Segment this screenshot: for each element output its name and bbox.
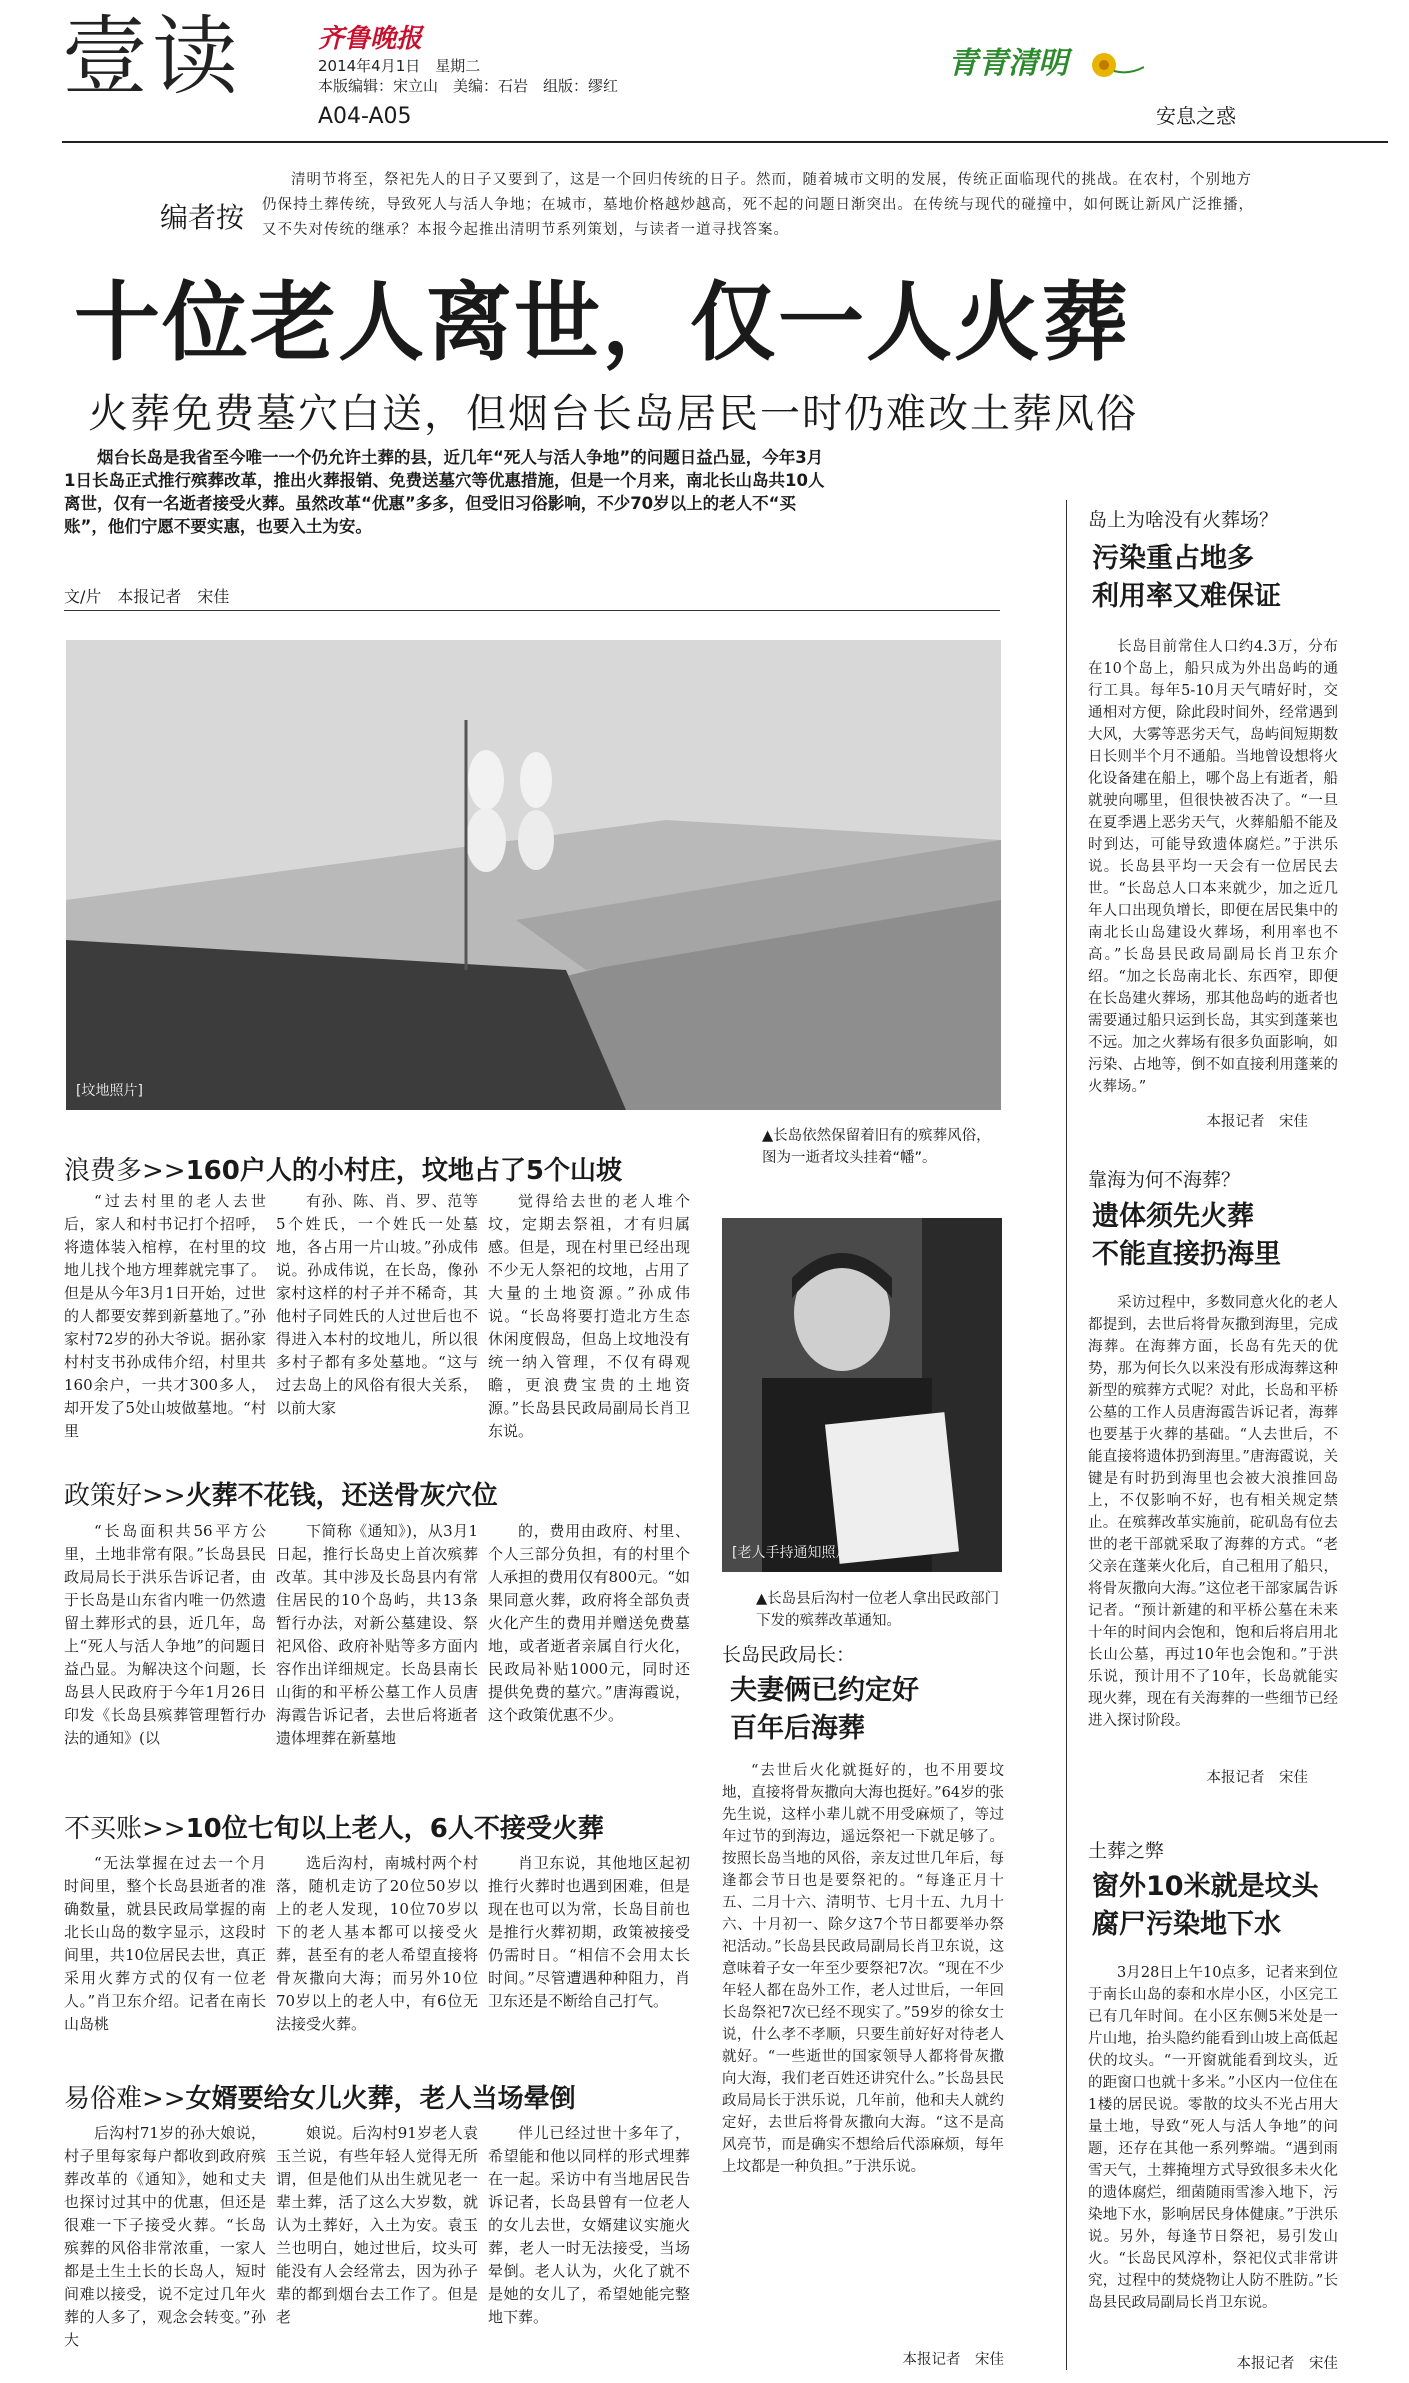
section-title: 壹读: [62, 7, 242, 107]
editor-note-text: 清明节将至，祭祀先人的日子又要到了，这是一个回归传统的日子。然而，随着城市文明的发展，传统正面临现代的挑战。在农村，个别地方仍保持土葬传统，导致死人与活人争地；在城市，墓地价格越炒越高，死不起的问题日渐突出。在传统与现代的碰撞中，如何既让新风广泛推播，又不失对传统的继承？本报今起推出清明节系列策划，与读者一道寻找答案。: [262, 172, 1254, 238]
sidebar-2-kicker: 靠海为何不海葬？: [1088, 1169, 1241, 1191]
sidebar-1-title-line-1: 污染重占地多: [1092, 543, 1254, 574]
elderly-woman-illustration: [722, 1218, 1002, 1572]
middle-story-body: “去世后火化就挺好的，也不用要坟地，直接将骨灰撒向大海也挺好。”64岁的张先生说，这样小辈儿就不用受麻烦了，等过年过节的到海边，遥远祭祀一下就足够了。按照长岛当地的风俗，亲友过世几年后，每逢都会节日也是要祭祀的。“每逢正月十五、二月十六、清明节、七月十五、九月十六、十月初一、除夕这7个节日都要举办祭祀活动。”长岛县民政局副局长肖卫东说，这意味着子女一年至少要祭祀7次。“现在不少年轻人都在岛外工作，老人过世后，一年回长岛祭祀7次已经不现实了。”59岁的徐女士说，什么孝不孝顺，只要生前好好对待老人就好。“一些逝世的国家领导人都将骨灰撒向大海，我们老百姓还讲究什么。”长岛县民政局局长于洪乐说，几年前，他和夫人就约定好，去世后将骨灰撒向大海。“这不是高风亮节，而是确实不想给后代添麻烦，每年上坟都是一种负担。”于洪乐说。: [722, 1763, 1004, 2175]
main-photo: [66, 640, 1001, 1110]
series-logo: [948, 38, 1144, 85]
sidebar-2-title-line-1: 遗体须先火葬: [1092, 1201, 1254, 1232]
subheadline: 火葬免费墓穴白送，但烟台长岛居民一时仍难改土葬风俗: [88, 391, 1138, 437]
header-rule: [62, 141, 1388, 143]
section-2-kicker: 政策好>>: [64, 1481, 186, 1511]
sidebar-1-body: 长岛目前常住人口约4.3万，分布在10个岛上，船只成为外出岛屿的通行工具。每年5-10月天气晴好时，交通相对方便，除此段时间外，经常遇到大风，大雾等恶劣天气，岛屿间短期数日长则半个月不通船。当地曾设想将火化设备建在船上，哪个岛上有逝者，船就驶向哪里，但很快被否决了。“一旦在夏季遇上恶劣天气，火葬船船不能及时到达，可能导致遗体腐烂。”于洪乐说。长岛县平均一天会有一位居民去世。“长岛总人口本来就少，加之近几年人口出现负增长，即便在居民集中的南北长山岛建设火葬场，利用率也不高。”长岛县民政局副局长肖卫东介绍。“加之长岛南北长、东西窄，即便在长岛建火葬场，那其他岛屿的逝者也需要通过船只运到长岛，其实到蓬莱也不远。加之火葬场有很多负面影响，如污染、占地等，倒不如直接利用蓬莱的火葬场。”: [1088, 639, 1338, 1095]
section-2-title: 火葬不花钱，还送骨灰穴位: [185, 1481, 498, 1511]
sidebar-2-sign: 本报记者 宋佳: [1206, 1770, 1308, 1786]
portrait-photo: [722, 1218, 1002, 1572]
section-1-title: 160户人的小村庄，坟地占了5个山坡: [185, 1156, 622, 1186]
section-4-col-2: 娘说。后沟村91岁老人袁玉兰说，有些年轻人觉得无所谓，但是他们从出生就见老一辈土葬，活了这么大岁数，就认为土葬好，入土为安。袁玉兰也明白，她过世后，坟头可能没有人会经常去，因为孙子辈的都到烟台去工作了。但是老: [276, 2124, 478, 2326]
sidebar-2-title-line-2: 不能直接扔海里: [1092, 1239, 1281, 1270]
series-subtitle: 安息之惑: [1156, 104, 1236, 128]
chrysanthemum-icon: [1084, 45, 1144, 85]
series-title: 青青清明: [948, 46, 1068, 81]
section-3-col-3: 肖卫东说，其他地区起初推行火葬时也遇到困难，但是现在也可以为常，长岛目前也是推行火葬初期，政策被接受仍需时日。“相信不会用太长时间。”尽管遭遇种种阻力，肖卫东还是不断给自己打气。: [488, 1854, 690, 2010]
section-4-title: 女婿要给女儿火葬，老人当场晕倒: [185, 2084, 576, 2114]
section-2-heading: [64, 1475, 498, 1512]
section-2-col-3: 的，费用由政府、村里、个人三部分负担，有的村里个人承担的费用仅有800元。“如果同意火葬，政府将全部负责火化产生的费用并赠送免费墓地，或者逝者亲属自行火化，民政局补贴1000元，同时还提供免费的墓穴。”唐海霞说，这个政策优惠不少。: [488, 1522, 690, 1724]
issue-date: 2014年4月1日 星期二: [318, 57, 481, 75]
sidebar-1-sign: 本报记者 宋佳: [1206, 1114, 1308, 1130]
issue-meta: [318, 56, 618, 96]
section-4-kicker: 易俗难>>: [64, 2084, 186, 2114]
graveyard-illustration: [66, 640, 1001, 1110]
middle-story-kicker: 长岛民政局长：: [722, 1644, 856, 1666]
sidebar-3-title: [1092, 1868, 1319, 1944]
editor-note-label: 编者按: [160, 201, 245, 234]
sidebar-1-title-line-2: 利用率又难保证: [1092, 581, 1281, 612]
sidebar-1-title: [1092, 540, 1281, 616]
main-photo-caption: ▲长岛依然保留着旧有的殡葬风俗，图为一逝者坟头挂着“幡”。: [762, 1128, 991, 1166]
portrait-photo-caption: ▲长岛县后沟村一位老人拿出民政部门下发的殡葬改革通知。: [756, 1591, 1000, 1629]
sidebar-3-kicker: 土葬之弊: [1088, 1840, 1165, 1862]
portrait-photo-label: [老人手持通知照片]: [732, 1545, 855, 1561]
staff-credits: 本版编辑：宋立山 美编：石岩 组版：缪红: [318, 77, 619, 95]
section-4-col-3: 伴儿已经过世十多年了，希望能和他以同样的形式埋葬在一起。采访中有当地居民告诉记者，长岛县曾有一位老人的女儿去世，女婿建议实施火葬，老人一时无法接受，当场晕倒。老人认为，火化了就不是她的女儿了，希望她能完整地下葬。: [488, 2124, 690, 2326]
section-2-col-2: 下简称《通知》)，从3月1日起，推行长岛史上首次殡葬改革。其中涉及长岛县内有常住居民的10个岛屿，共13条暂行办法，对新公墓建设、祭祀风俗、政府补贴等多方面内容作出详细规定。长岛县南长山街的和平桥公墓工作人员唐海霞告诉记者，去世后将逝者遗体埋葬在新墓地: [276, 1522, 478, 1747]
section-1-heading: [64, 1150, 622, 1187]
section-1-col-3: 觉得给去世的老人堆个坟，定期去祭祖，才有归属感。但是，现在村里已经出现不少无人祭祀的坟地，占用了大量的土地资源。”孙成伟说。“长岛将要打造北方生态休闲度假岛，但岛上坟地没有统一纳入管理，不仅有碍观瞻，更浪费宝贵的土地资源。”长岛县民政局副局长肖卫东说。: [488, 1192, 690, 1440]
section-1-col-1: “过去村里的老人去世后，家人和村书记打个招呼，将遗体装入棺椁，在村里的坟地儿找个地方埋葬就完事了。但是从今年3月1日开始，过世的人都要安葬到新墓地了。”孙家村72岁的孙大爷说。据孙家村村支书孙成伟介绍，村里共160余户，一共才300多人，却开发了5处山坡做墓地。“村里: [64, 1192, 266, 1440]
section-3-col-2: 选后沟村，南城村两个村落，随机走访了20位50岁以上的老人发现，10位70岁以下的老人基本都可以接受火葬，甚至有的老人希望直接将骨灰撒向大海；而另外10位70岁以上的老人中，有6位无法接受火葬。: [276, 1854, 478, 2033]
sidebar-3-title-line-1: 窗外10米就是坟头: [1092, 1871, 1319, 1902]
main-photo-label: [坟地照片]: [76, 1083, 143, 1099]
masthead-logo: 齐鲁晚报: [318, 24, 423, 54]
section-3-col-1: “无法掌握在过去一个月时间里，整个长岛县逝者的准确数量，就县民政局掌握的南北长山岛的数字显示，这段时间里，共10位居民去世，真正采用火葬方式的仅有一位老人。”肖卫东介绍。记者在南长山岛桃: [64, 1854, 266, 2033]
sidebar-rule: [1066, 500, 1067, 2370]
headline: 十位老人离世，仅一人火葬: [74, 273, 1130, 373]
sidebar-2-body: 采访过程中，多数同意火化的老人都提到，去世后将骨灰撒到海里，完成海葬。在海葬方面，长岛有先天的优势，那为何长久以来没有形成海葬这种新型的殡葬方式呢？对此，长岛和平桥公墓的工作人员唐海霞告诉记者，海葬也要基于火葬的基础。“人去世后，不能直接将遗体扔到海里。”唐海霞说，关键是有时扔到海里也会被大浪推回岛上，不仅影响不好，也有相关规定禁止。在殡葬改革实施前，砣矶岛有位去世的老干部就采取了海葬的方式。“老父亲在蓬莱火化后，自己租用了船只，将骨灰撒向大海。”这位老干部家属告诉记者。“预计新建的和平桥公墓在未来十年的时间内会饱和，饱和后将启用北长山公墓，再过10年也会饱和。”于洪乐说，预计用不了10年，长岛就能实现火葬，现在有关海葬的一些细节已经进入探讨阶段。: [1088, 1295, 1338, 1729]
section-1-kicker: 浪费多>>: [64, 1156, 186, 1186]
page-numbers: A04-A05: [318, 104, 412, 129]
section-1-col-2: 有孙、陈、肖、罗、范等5个姓氏，一个姓氏一处墓地，各占用一片山坡。”孙成伟说。孙成伟说，在长岛，像孙家村这样的村子并不稀奇，其他村子同姓氏的人过世后也不得进入本村的坟地儿，所以很多村子都有多处墓地。“这与过去岛上的风俗有很大关系，以前大家: [276, 1192, 478, 1417]
middle-story-title-line-2: 百年后海葬: [730, 1713, 865, 1744]
section-3-heading: [64, 1808, 604, 1845]
section-4-heading: [64, 2078, 576, 2115]
byline-rule: [64, 610, 1000, 611]
lead-paragraph: 烟台长岛是我省至今唯一一个仍允许土葬的县，近几年“死人与活人争地”的问题日益凸显，今年3月1日长岛正式推行殡葬改革，推出火葬报销、免费送墓穴等优惠措施，但是一个月来，南北长山岛共10人离世，仅有一名逝者接受火葬。虽然改革“优惠”多多，但受旧习俗影响，不少70岁以上的老人不“买账”，他们宁愿不要实惠，也要入土为安。: [64, 448, 825, 536]
sidebar-3-sign: 本报记者 宋佳: [1236, 2356, 1338, 2372]
sidebar-2-title: [1092, 1198, 1281, 1274]
section-4-col-1: 后沟村71岁的孙大娘说，村子里每家每户都收到政府殡葬改革的《通知》，她和丈夫也探讨过其中的优惠，但还是很难一下子接受火葬。“长岛殡葬的风俗非常浓重，一家人都是土生土长的长岛人，短时间难以接受，说不定过几年火葬的人多了，观念会转变。”孙大: [64, 2124, 266, 2349]
sidebar-1-kicker: 岛上为啥没有火葬场？: [1088, 509, 1279, 531]
middle-story-title-line-1: 夫妻俩已约定好: [730, 1675, 919, 1706]
section-3-kicker: 不买账>>: [64, 1814, 186, 1844]
section-2-col-1: “长岛面积共56平方公里，土地非常有限。”长岛县民政局局长于洪乐告诉记者，由于长岛是山东省内唯一仍然遗留土葬形式的县，近几年，岛上“死人与活人争地”的问题日益凸显。为解决这个问题，长岛县人民政府于今年1月26日印发《长岛县殡葬管理暂行办法的通知》(以: [64, 1522, 266, 1747]
sidebar-3-body: 3月28日上午10点多，记者来到位于南长山岛的泰和水岸小区，小区完工已有几年时间。在小区东侧5米处是一片山地，抬头隐约能看到山坡上高低起伏的坟头。“一开窗就能看到坟头，近的距窗口也就十多米。”小区内一位住在1楼的居民说。零散的坟头不光占用大量土地，导致“死人与活人争地”的问题，还存在其他一系列弊端。“遇到雨雪天气，土葬掩埋方式导致很多未火化的遗体腐烂，细菌随雨雪渗入地下，污染地下水，影响居民身体健康。”于洪乐说。另外，每逢节日祭祀，易引发山火。“长岛民风淳朴，祭祀仪式非常讲究，过程中的焚烧物让人防不胜防。”长岛县民政局副局长肖卫东说。: [1088, 1965, 1338, 2311]
byline: 文/片 本报记者 宋佳: [64, 587, 230, 606]
middle-story-sign: 本报记者 宋佳: [902, 2352, 1004, 2368]
section-3-title: 10位七旬以上老人，6人不接受火葬: [185, 1814, 604, 1844]
middle-story-title: [730, 1672, 919, 1748]
sidebar-3-title-line-2: 腐尸污染地下水: [1092, 1909, 1281, 1940]
